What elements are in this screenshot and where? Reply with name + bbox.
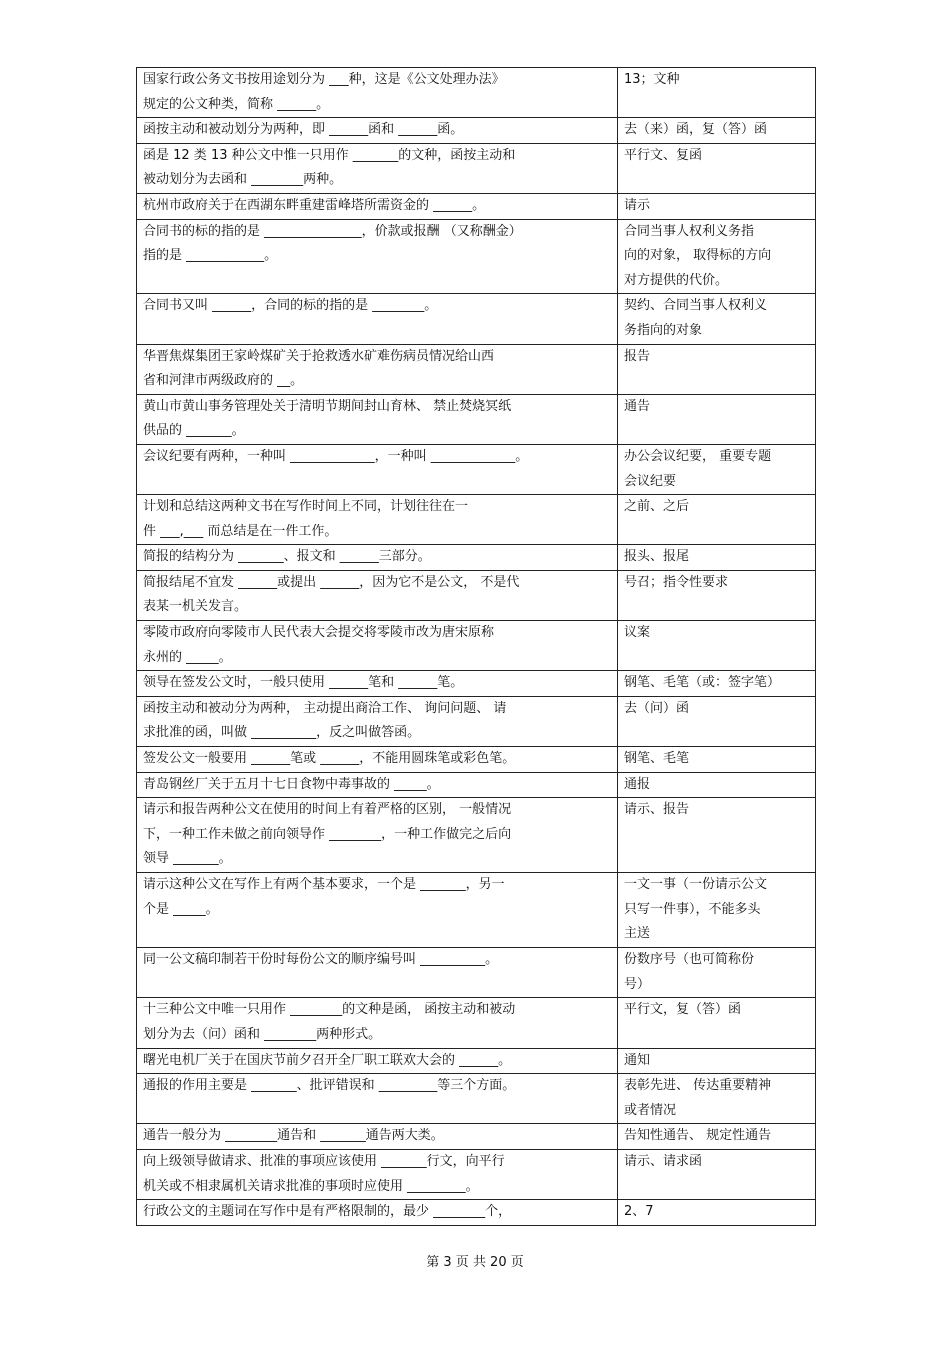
table-row <box>137 696 816 746</box>
question-cell: 函按主动和被动划分为两种，即 ______函和 ______函。 <box>137 118 618 144</box>
table-row <box>137 294 816 344</box>
question-cell: 简报结尾不宜发 ______或提出 ______，因为它不是公文， 不是代 表某一机关发言。 <box>137 570 618 620</box>
table-row <box>137 1200 816 1226</box>
answer-cell: 去（问）函 <box>618 696 816 746</box>
table-row <box>137 747 816 773</box>
answer-cell: 去（来）函，复（答）函 <box>618 118 816 144</box>
question-cell: 计划和总结这两种文书在写作时间上不同，计划往往在一 件 ___,___ 而总结是在一件工作。 <box>137 495 618 545</box>
qa-table <box>136 67 816 1226</box>
answer-cell: 通知 <box>618 1048 816 1074</box>
answer-cell: 办公会议纪要， 重要专题 会议纪要 <box>618 444 816 494</box>
question-cell: 黄山市黄山事务管理处关于清明节期间封山育林、 禁止焚烧冥纸 供品的 _______。 <box>137 394 618 444</box>
question-cell: 向上级领导做请求、批准的事项应该使用 _______行文，向平行 机关或不相隶属机关请求批准的事项时应使用 _________。 <box>137 1149 618 1199</box>
table-row <box>137 1124 816 1150</box>
answer-cell: 之前、之后 <box>618 495 816 545</box>
table-row <box>137 798 816 873</box>
answer-cell: 通报 <box>618 772 816 798</box>
question-cell: 合同书的标的指的是 _______________，价款或报酬 （又称酬金） 指的是 ____________。 <box>137 219 618 294</box>
table-row <box>137 621 816 671</box>
question-cell: 青岛钢丝厂关于五月十七日食物中毒事故的 _____。 <box>137 772 618 798</box>
answer-cell: 请示 <box>618 193 816 219</box>
question-cell: 杭州市政府关于在西湖东畔重建雷峰塔所需资金的 ______。 <box>137 193 618 219</box>
question-cell: 国家行政公务文书按用途划分为 ___种，这是《公文处理办法》 规定的公文种类，简称 ______。 <box>137 68 618 118</box>
answer-cell: 合同当事人权利义务指 向的对象， 取得标的方向 对方提供的代价。 <box>618 219 816 294</box>
answer-cell: 请示、请求函 <box>618 1149 816 1199</box>
question-cell: 通告一般分为 ________通告和 _______通告两大类。 <box>137 1124 618 1150</box>
page-footer: 第 3 页 共 20 页 <box>426 1255 524 1270</box>
answer-cell: 平行文、复函 <box>618 143 816 193</box>
table-row <box>137 219 816 294</box>
answer-cell: 份数序号（也可简称份 号） <box>618 948 816 998</box>
question-cell: 会议纪要有两种，一种叫 _____________，一种叫 _____________。 <box>137 444 618 494</box>
table-row <box>137 118 816 144</box>
table-row <box>137 193 816 219</box>
table-row <box>137 772 816 798</box>
answer-cell: 报头、报尾 <box>618 545 816 571</box>
table-row <box>137 344 816 394</box>
question-cell: 十三种公文中唯一只用作 ________的文种是函， 函按主动和被动 划分为去（问）函和 ________两种形式。 <box>137 998 618 1048</box>
answer-cell: 钢笔、毛笔 <box>618 747 816 773</box>
question-cell: 曙光电机厂关于在国庆节前夕召开全厂职工联欢大会的 ______。 <box>137 1048 618 1074</box>
question-cell: 函是 12 类 13 种公文中惟一只用作 _______的文种，函按主动和 被动划分为去函和 ________两种。 <box>137 143 618 193</box>
table-row <box>137 570 816 620</box>
table-row <box>137 1074 816 1124</box>
table-row <box>137 998 816 1048</box>
question-cell: 同一公文稿印制若干份时每份公文的顺序编号叫 __________。 <box>137 948 618 998</box>
question-cell: 函按主动和被动分为两种， 主动提出商洽工作、 询问问题、 请 求批准的函，叫做 __________，反之叫做答函。 <box>137 696 618 746</box>
table-row <box>137 394 816 444</box>
table-row <box>137 143 816 193</box>
question-cell: 华晋焦煤集团王家岭煤矿关于抢救透水矿难伤病员情况给山西 省和河津市两级政府的 __。 <box>137 344 618 394</box>
answer-cell: 13；文种 <box>618 68 816 118</box>
qa-table-body <box>137 68 816 1226</box>
answer-cell: 表彰先进、 传达重要精神 或者情况 <box>618 1074 816 1124</box>
question-cell: 零陵市政府向零陵市人民代表大会提交将零陵市改为唐宋原称 永州的 _____。 <box>137 621 618 671</box>
question-cell: 签发公文一般要用 ______笔或 ______，不能用圆珠笔或彩色笔。 <box>137 747 618 773</box>
answer-cell: 请示、报告 <box>618 798 816 873</box>
answer-cell: 议案 <box>618 621 816 671</box>
table-row <box>137 444 816 494</box>
question-cell: 合同书又叫 ______，合同的标的指的是 ________。 <box>137 294 618 344</box>
table-row <box>137 873 816 948</box>
table-row <box>137 545 816 571</box>
question-cell: 请示和报告两种公文在使用的时间上有着严格的区别， 一般情况 下，一种工作未做之前向领导作 ________，一种工作做完之后向 领导 _______。 <box>137 798 618 873</box>
answer-cell: 钢笔、毛笔（或：签字笔） <box>618 671 816 697</box>
table-row <box>137 68 816 118</box>
answer-cell: 告知性通告、 规定性通告 <box>618 1124 816 1150</box>
answer-cell: 号召；指令性要求 <box>618 570 816 620</box>
answer-cell: 平行文，复（答）函 <box>618 998 816 1048</box>
question-cell: 请示这种公文在写作上有两个基本要求，一个是 _______，另一 个是 _____。 <box>137 873 618 948</box>
answer-cell: 一文一事（一份请示公文 只写一件事），不能多头 主送 <box>618 873 816 948</box>
table-row <box>137 671 816 697</box>
table-row <box>137 1149 816 1199</box>
question-cell: 领导在签发公文时，一般只使用 ______笔和 ______笔。 <box>137 671 618 697</box>
answer-cell: 报告 <box>618 344 816 394</box>
question-cell: 通报的作用主要是 _______、批评错误和 _________等三个方面。 <box>137 1074 618 1124</box>
question-cell: 简报的结构分为 _______、报文和 ______三部分。 <box>137 545 618 571</box>
question-cell: 行政公文的主题词在写作中是有严格限制的，最少 ________个， <box>137 1200 618 1226</box>
answer-cell: 通告 <box>618 394 816 444</box>
table-row <box>137 1048 816 1074</box>
answer-cell: 2、7 <box>618 1200 816 1226</box>
table-row <box>137 948 816 998</box>
answer-cell: 契约、合同当事人权利义 务指向的对象 <box>618 294 816 344</box>
table-row <box>137 495 816 545</box>
